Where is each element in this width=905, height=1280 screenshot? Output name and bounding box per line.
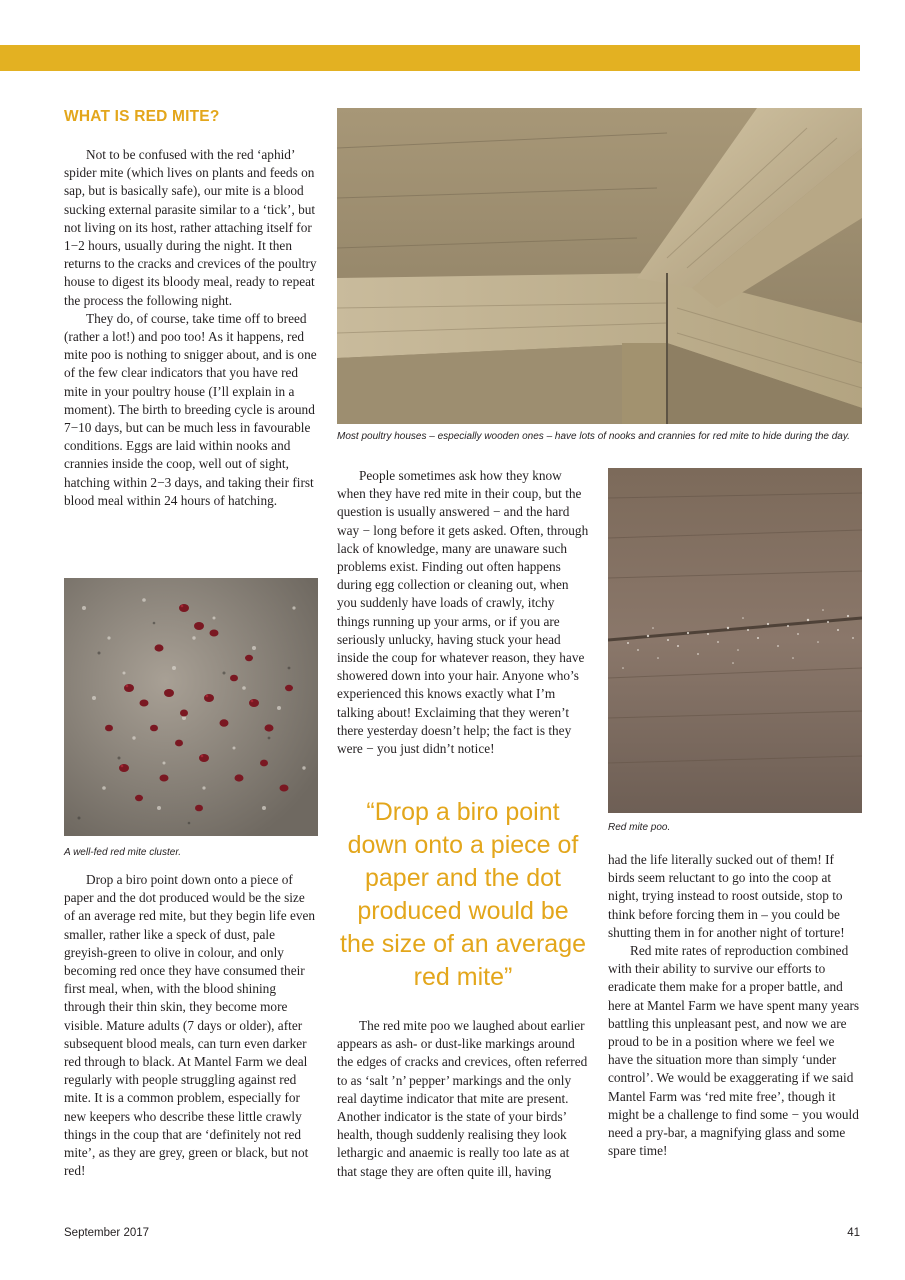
column1-paragraph-1: Not to be confused with the red ‘aphid’ spider mite (which lives on plants and feeds on sap, but is basically safe), our mite is a blood sucking external parasite similar to a ‘tick’, but not living on its host, rather attaching itself for 1−2 hours, usually during the night. It then returns to the cracks and crevices of the poultry house to digest its bloody meal, ready to repeat the process the following night. xyxy=(64,147,317,308)
column2-top-text xyxy=(337,467,589,758)
column1-paragraph-3: Drop a biro point down onto a piece of paper and the dot produced would be the size of an average red mite, but they begin life even smaller, rather like a speck of dust, pale greyish-green to olive in colour, and only becoming red once they have consumed their first meal, when, with the blood shining through their thin skin, they become more visible. Mature adults (7 days or older), after subsequent blood meals, can turn even darker red through to black. At Mantel Farm we deal regularly with people struggling against red mite. It is a common problem, especially for new keepers who describe these little crawly things in the coup that are ‘definitely not red mite’, as they are grey, green or black, but not red! xyxy=(64,872,316,1179)
section-heading: WHAT IS RED MITE? xyxy=(64,108,220,125)
column1-paragraph-2: They do, of course, take time off to breed (rather a lot!) and poo too! As it happens, red mite poo is nothing to snigger about, and is one of the few clear indicators that you have red mite in your poultry house (I’ll explain in a moment). The birth to breeding cycle is around 7−10 days, but can be much less in favourable conditions. Eggs are laid within nooks and crannies inside the coop, well out of sight, hatching within 2−3 days, and taking their first blood meal within 24 hours of hatching. xyxy=(64,310,317,508)
column3-paragraph-2: Red mite rates of reproduction combined with their ability to survive our efforts to eradicate them make for a proper battle, and here at Mantel Farm we have spent many years battling this unpleasant pest, and now we are proud to be in a position where we feel we have the situation more than simply ‘under control’. We would be exaggerating if we said Mantel Farm was ‘red mite free’, though it might be a challenge to find some − you would need a pry-bar, a magnifying glass and some spare time! xyxy=(608,943,860,1159)
red-mite-cluster-photo xyxy=(64,578,318,836)
footer-date: September 2017 xyxy=(64,1227,150,1239)
caption-nooks-crannies: Most poultry houses – especially wooden ones – have lots of nooks and crannies for red mite to hide during the day. xyxy=(337,431,850,442)
page-number: 41 xyxy=(847,1227,860,1239)
column3-paragraph-1: had the life literally sucked out of them! If birds seem reluctant to go into the coop at night, trying instead to roost outside, stop to think before forcing them in – you could be shutting them in for another night of torture! xyxy=(608,852,845,940)
column3-text xyxy=(608,851,860,1160)
red-mite-poo-photo xyxy=(608,468,862,813)
caption-mite-cluster: A well-fed red mite cluster. xyxy=(64,847,182,858)
column1-bottom-text xyxy=(64,871,319,1180)
column2-bottom-text xyxy=(337,1017,589,1181)
wooden-poultry-house-photo xyxy=(337,108,862,424)
pull-quote: “Drop a biro point down onto a piece of paper and the dot produced would be the size of an average red mite” xyxy=(340,798,586,991)
header-accent-bar xyxy=(0,45,860,71)
column2-paragraph-1: People sometimes ask how they know when they have red mite in their coup, but the question is usually answered − and the hard way − long before it gets asked. Often, through lack of knowledge, many are unaware such problems exist. Finding out often happens during egg collection or cleaning out, when you suddenly have loads of crawly, itchy things running up your arms, or if you are seriously unlucky, having stuck your head inside the coup for whatever reason, they have showered down into your hair. Anyone who’s experienced this knows exactly what I’m talking about! Exclaiming that they weren’t there yesterday doesn’t help; the fact is they were − you just didn’t notice! xyxy=(337,468,589,757)
column1-top-text xyxy=(64,146,319,510)
column2-paragraph-2: The red mite poo we laughed about earlier appears as ash- or dust-like markings around the edges of cracks and crevices, often referred to as ‘salt ’n’ pepper’ markings and the only real daytime indicator that mite are present. Another indicator is the state of your birds’ health, though suddenly realising they look lethargic and anaemic is really too late as at that stage they are often quite ill, having xyxy=(337,1018,588,1179)
caption-red-mite-poo: Red mite poo. xyxy=(608,822,671,833)
